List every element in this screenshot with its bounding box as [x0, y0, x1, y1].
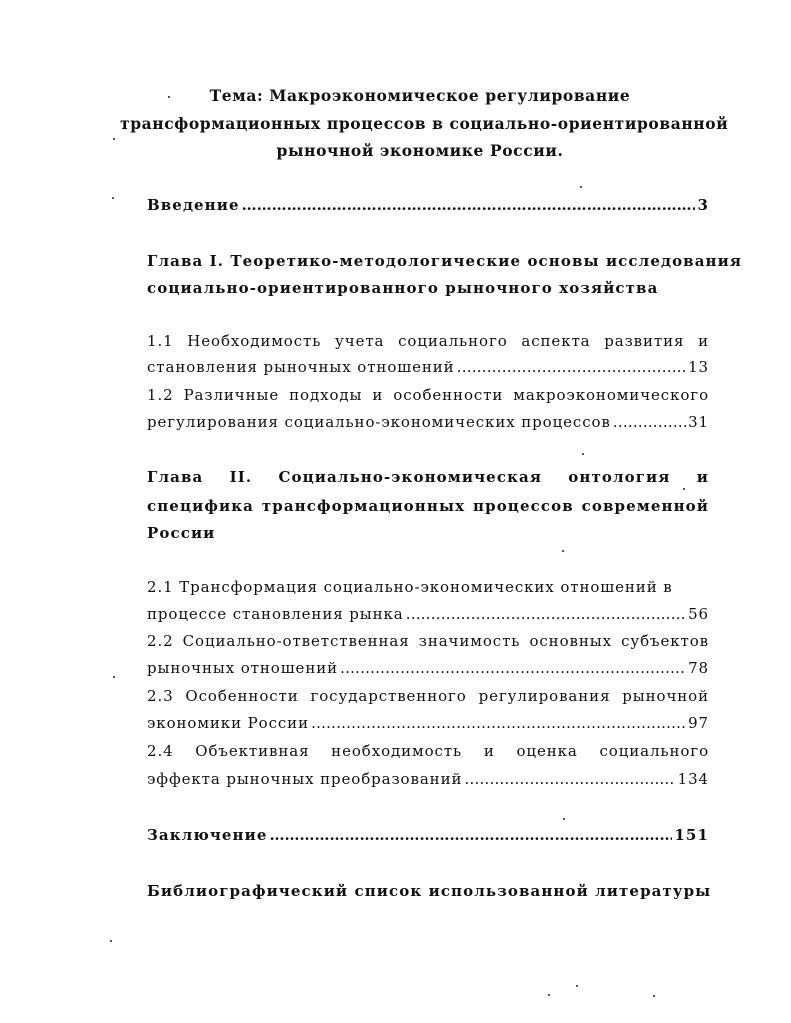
section-2-1-title-cont: процессе становления рынка: [147, 605, 404, 623]
section-2-3-title: 2.3 Особенности государственного регулирования рыночной: [147, 687, 709, 705]
toc-conclusion-page: 151: [674, 826, 709, 844]
toc-section-2-3-line-1: [147, 687, 709, 705]
section-2-1-page: 56: [688, 605, 709, 623]
scan-speck: [683, 488, 685, 490]
leader-dots: [270, 826, 673, 844]
scan-speck: [580, 186, 582, 188]
leader-dots: [340, 659, 686, 677]
leader-dots: [242, 196, 696, 214]
section-2-3-page: 97: [688, 714, 709, 732]
toc-chapter-2-line-3: [147, 524, 709, 542]
toc-entry-conclusion: [147, 826, 709, 844]
title-line-3: рыночной экономике России.: [276, 141, 564, 160]
toc-section-2-2-line-1: [147, 632, 709, 650]
scan-speck: [562, 550, 564, 552]
section-2-4-title: 2.4 Объективная необходимость и оценка социального: [147, 742, 709, 760]
section-1-1-title-cont: становления рыночных отношений: [147, 358, 455, 376]
section-1-2-title: 1.2 Различные подходы и особенности макроэкономического: [147, 386, 709, 404]
section-1-1-title: 1.1 Необходимость учета социального аспекта развития и: [147, 332, 709, 350]
toc-section-2-4-line-1: [147, 742, 709, 760]
toc-chapter-1-line-1: [147, 252, 742, 270]
toc-section-2-3-line-2: [147, 714, 709, 732]
scan-speck: [113, 138, 115, 140]
scan-speck: [113, 676, 115, 678]
leader-dots: [457, 358, 687, 376]
section-2-2-page: 78: [688, 659, 709, 677]
title-line-1: Тема: Макроэкономическое регулирование: [209, 86, 631, 105]
toc-section-1-2-line-1: [147, 386, 709, 404]
chapter-2-heading: Глава II. Социально-экономическая онтология и: [147, 468, 709, 486]
scan-speck: [582, 453, 584, 455]
leader-dots: [613, 413, 686, 431]
toc-section-1-1-line-2: [147, 358, 709, 376]
scan-speck: [653, 995, 655, 997]
toc-chapter-1-line-2: [147, 279, 709, 297]
toc-intro-label: Введение: [147, 196, 240, 214]
scan-speck: [110, 940, 112, 942]
chapter-2-heading-cont: специфика трансформационных процессов современной: [147, 497, 709, 515]
toc-section-2-1-line-1: [147, 578, 709, 596]
section-2-4-page: 134: [677, 770, 709, 788]
chapter-2-heading-end: России: [147, 524, 216, 542]
section-2-1-title: 2.1 Трансформация социально-экономических отношений в: [147, 578, 673, 596]
leader-dots: [464, 770, 675, 788]
scan-speck: [112, 197, 114, 199]
section-2-4-title-cont: эффекта рыночных преобразований: [147, 770, 463, 788]
section-1-2-title-cont: регулирования социально-экономических процессов: [147, 413, 611, 431]
scan-speck: [168, 96, 170, 98]
toc-section-2-2-line-2: [147, 659, 709, 677]
title-line-2: трансформационных процессов в социально-ориентированной: [120, 114, 729, 133]
toc-conclusion-label: Заключение: [147, 826, 268, 844]
toc-chapter-2-line-1: [147, 468, 709, 486]
toc-entry-intro: [147, 196, 709, 214]
scan-speck: [548, 994, 550, 996]
section-1-1-page: 13: [688, 358, 709, 376]
section-1-2-page: 31: [688, 413, 709, 431]
section-2-2-title: 2.2 Социально-ответственная значимость основных субъектов: [147, 632, 709, 650]
section-2-2-title-cont: рыночных отношений: [147, 659, 339, 677]
toc-section-2-1-line-2: [147, 605, 709, 623]
toc-section-1-2-line-2: [147, 413, 709, 431]
toc-bibliography-label: Библиографический список использованной литературы: [147, 882, 712, 900]
chapter-1-heading-cont: социально-ориентированного рыночного хозяйства: [147, 279, 659, 297]
leader-dots: [406, 605, 687, 623]
toc-entry-bibliography: [147, 882, 712, 900]
toc-section-2-4-line-2: [147, 770, 709, 788]
toc-section-1-1-line-1: [147, 332, 709, 350]
toc-intro-page: 3: [697, 196, 709, 214]
leader-dots: [311, 714, 686, 732]
section-2-3-title-cont: экономики России: [147, 714, 309, 732]
scan-speck: [563, 818, 565, 820]
toc-chapter-2-line-2: [147, 497, 709, 515]
chapter-1-heading: Глава I. Теоретико-методологические основы исследования: [147, 252, 742, 270]
scan-speck: [576, 985, 578, 987]
